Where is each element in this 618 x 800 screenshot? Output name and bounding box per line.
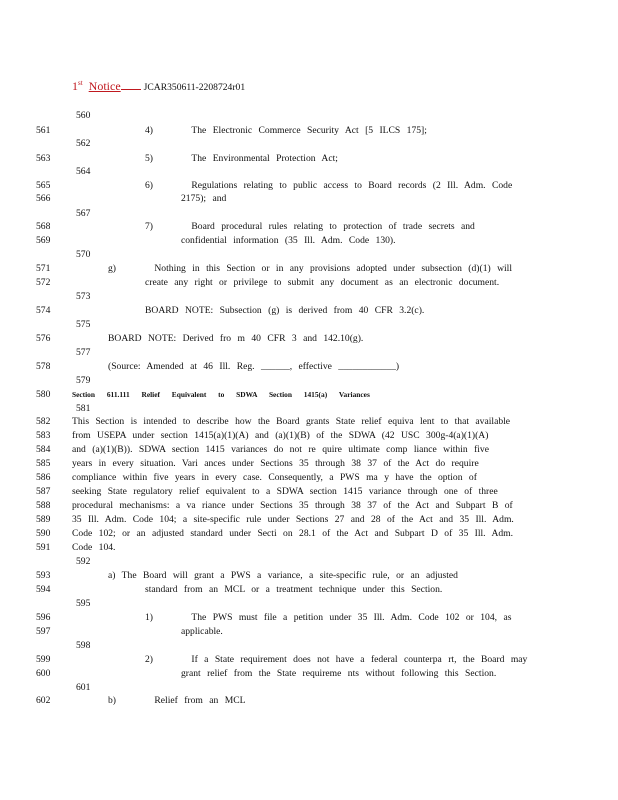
line-text: grant relief from the State requireme nts without following this Section. — [181, 668, 497, 679]
line-text: and (a)(1)(B)). SDWA section 1415 variances do not re quire ultimate comp liance within five — [72, 444, 489, 455]
line-text: 35 Ill. Adm. Code 104; a site-specific rule under Sections 27 and 28 of the Act and 35 Ill. Adm. — [72, 514, 514, 525]
line-text: Code 102; or an adjusted standard under Secti on 28.1 of the Act and Subpart D of 35 Ill. Adm. — [72, 528, 514, 539]
line-number: 588 — [36, 500, 51, 511]
line-number: 586 — [36, 472, 51, 483]
line-text: a) The Board will grant a PWS a variance, a site-specific rule, or an adjusted — [108, 570, 458, 581]
line-number: 569 — [36, 235, 51, 246]
line-text: applicable. — [181, 626, 223, 637]
line-number: 565 — [36, 180, 51, 191]
line-text: g) Nothing in this Section or in any provisions adopted under subsection (d)(1) will — [108, 263, 513, 274]
line-number: 597 — [36, 626, 51, 637]
line-number: 581 — [76, 403, 91, 414]
line-number: 599 — [36, 654, 51, 665]
line-number: 587 — [36, 486, 51, 497]
line-number: 600 — [36, 668, 51, 679]
line-text: from USEPA under section 1415(a)(1)(A) and (a)(1)(B) of the SDWA (42 USC 300g-4(a)(1)(A) — [72, 430, 489, 441]
line-text: standard from an MCL or a treatment technique under this Section. — [145, 584, 443, 595]
line-number: 571 — [36, 263, 51, 274]
line-number: 577 — [76, 347, 91, 358]
line-number: 595 — [76, 598, 91, 609]
line-text: procedural mechanisms: a va riance under Sections 35 through 38 37 of the Act and Subpart B of — [72, 500, 513, 511]
line-text: 7) Board procedural rules relating to protection of trade secrets and — [145, 221, 475, 232]
line-number: 570 — [76, 249, 91, 260]
line-number: 591 — [36, 542, 51, 553]
line-text: compliance within five years in every case. Consequently, a PWS ma y have the option of — [72, 472, 477, 483]
line-number: 560 — [76, 110, 91, 121]
line-number: 594 — [36, 584, 51, 595]
line-number: 567 — [76, 208, 91, 219]
line-number: 592 — [76, 556, 91, 567]
line-number: 601 — [76, 682, 91, 693]
notice-number: 1 — [72, 79, 78, 93]
line-number: 573 — [76, 291, 91, 302]
line-text: 6) Regulations relating to public access to Board records (2 Ill. Adm. Code — [145, 180, 513, 191]
line-number: 596 — [36, 612, 51, 623]
line-text: 2175); and — [181, 193, 227, 204]
line-text: BOARD NOTE: Derived fro m 40 CFR 3 and 142.10(g). — [108, 333, 364, 344]
line-number: 590 — [36, 528, 51, 539]
line-text: 4) The Electronic Commerce Security Act [5 ILCS 175]; — [145, 125, 427, 136]
line-text: confidential information (35 Ill. Adm. Code 130). — [181, 235, 396, 246]
line-number: 584 — [36, 444, 51, 455]
line-number: 576 — [36, 333, 51, 344]
line-number: 575 — [76, 319, 91, 330]
line-text: b) Relief from an MCL — [108, 695, 246, 706]
line-number: 572 — [36, 277, 51, 288]
line-text: This Section is intended to describe how the Board grants State relief equiva lent to that available — [72, 416, 511, 427]
line-text: years in every situation. Vari ances under Sections 35 through 38 37 of the Act do require — [72, 458, 479, 469]
line-number: 598 — [76, 640, 91, 651]
line-number: 568 — [36, 221, 51, 232]
line-number: 561 — [36, 125, 51, 136]
line-number: 580 — [36, 389, 51, 400]
line-number: 593 — [36, 570, 51, 581]
line-number: 579 — [76, 375, 91, 386]
section-heading: Section 611.111 Relief Equivalent to SDWA Section 1415(a) Variances — [72, 390, 370, 399]
notice-word: Notice — [88, 79, 121, 93]
line-text: (Source: Amended at 46 Ill. Reg. ______, effective ____________) — [108, 361, 400, 372]
line-number: 563 — [36, 153, 51, 164]
line-text: BOARD NOTE: Subsection (g) is derived from 40 CFR 3.2(c). — [145, 305, 425, 316]
line-text: create any right or privilege to submit any document as an electronic document. — [145, 277, 500, 288]
line-number: 562 — [76, 138, 91, 149]
notice-sup: st — [78, 79, 83, 87]
line-number: 589 — [36, 514, 51, 525]
line-number: 583 — [36, 430, 51, 441]
line-number: 564 — [76, 166, 91, 177]
line-number: 574 — [36, 305, 51, 316]
line-text: seeking State regulatory relief equivalent to a SDWA section 1415 variance through one of three — [72, 486, 498, 497]
line-number: 578 — [36, 361, 51, 372]
line-text: Code 104. — [72, 542, 116, 553]
line-number: 582 — [36, 416, 51, 427]
line-number: 566 — [36, 193, 51, 204]
document-id: JCAR350611-2208724r01 — [143, 82, 246, 93]
line-text: 1) The PWS must file a petition under 35 Ill. Adm. Code 102 or 104, as — [145, 612, 512, 623]
line-number: 585 — [36, 458, 51, 469]
line-text: 2) If a State requirement does not have a federal counterpa rt, the Board may — [145, 654, 528, 665]
line-number: 602 — [36, 695, 51, 706]
notice-header — [72, 78, 245, 93]
line-text: 5) The Environmental Protection Act; — [145, 153, 338, 164]
